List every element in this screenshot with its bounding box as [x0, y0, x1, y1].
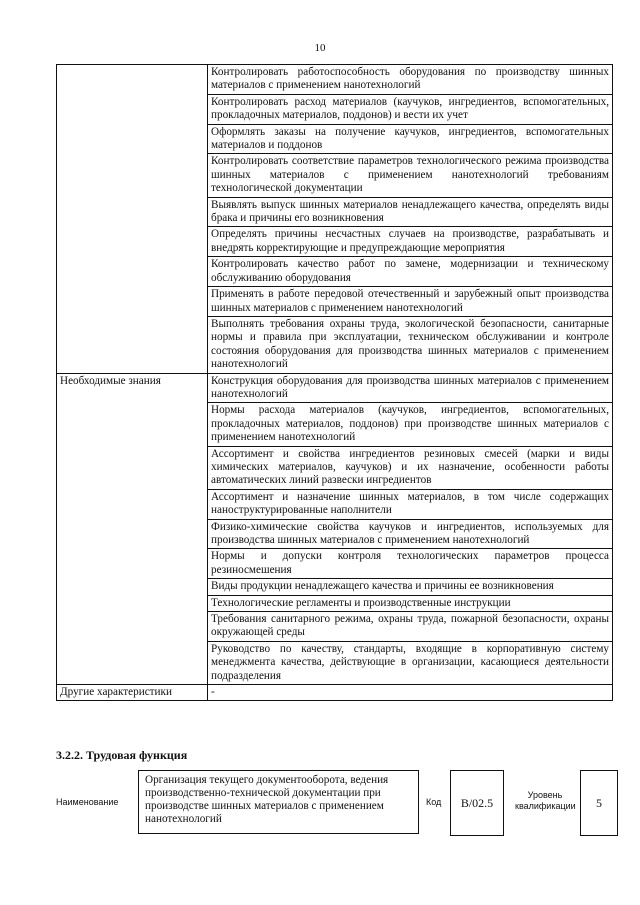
row-label: Необходимые знания [57, 373, 208, 685]
table-cell: Контролировать работоспособность оборудования по производству шинных материалов с применением нанотехнологий [208, 65, 613, 95]
table-cell: Технологические регламенты и производственные инструкции [208, 595, 613, 611]
table-cell: Применять в работе передовой отечественный и зарубежный опыт производства шинных материалов с применением нанотехнологий [208, 287, 613, 317]
table-cell: Выявлять выпуск шинных материалов ненадлежащего качества, определять виды брака и причины его возникновения [208, 197, 613, 227]
code-label: Код [426, 797, 442, 807]
name-label: Наименование [56, 797, 119, 807]
table-cell: Конструкция оборудования для производства шинных материалов с применением нанотехнологий [208, 373, 613, 403]
table-cell: Контролировать качество работ по замене, модернизации и техническому обслуживанию оборудования [208, 257, 613, 287]
table-cell: Ассортимент и назначение шинных материалов, в том числе содержащих наноструктурированные наполнители [208, 489, 613, 519]
table-cell: Контролировать соответствие параметров технологического режима производства шинных материалов с применением нанотехнологий требованиям технологической документации [208, 154, 613, 197]
level-label-line-2: квалификации [515, 801, 576, 811]
level-label-line-1: Уровень [527, 790, 563, 800]
level-value: 5 [580, 770, 618, 836]
table-cell: Оформлять заказы на получение каучуков, ингредиентов, вспомогательных материалов и поддонов [208, 124, 613, 154]
table-cell: Контролировать расход материалов (каучуков, ингредиентов, вспомогательных, прокладочных материалов, поддонов) и вести их учет [208, 94, 613, 124]
table-cell: Физико-химические свойства каучуков и ингредиентов, используемых для производства шинных материалов с применением нанотехнологий [208, 519, 613, 549]
table-cell: Требования санитарного режима, охраны труда, пожарной безопасности, охраны окружающей среды [208, 612, 613, 642]
name-value: Организация текущего документооборота, ведения производственно-технической документации при производстве шинных материалов с применением нанотехнологий [138, 770, 419, 834]
table-cell: Ассортимент и свойства ингредиентов резиновых смесей (марки и виды химических материалов, каучуков) и их назначение, особенности работы автоматических линий развески ингредиентов [208, 446, 613, 489]
page-number: 10 [314, 42, 326, 54]
table-cell: Нормы расхода материалов (каучуков, ингредиентов, вспомогательных, прокладочных материалов, поддонов) при производстве шинных материалов с применением нанотехнологий [208, 403, 613, 446]
table-cell: Нормы и допуски контроля технологических параметров процесса резиносмешения [208, 549, 613, 579]
table-cell: - [208, 685, 613, 701]
level-label [515, 790, 575, 812]
labor-function-block [56, 770, 616, 840]
table-row [57, 373, 613, 403]
table-row [57, 685, 613, 701]
requirements-table [56, 64, 613, 701]
table-cell: Выполнять требования охраны труда, экологической безопасности, санитарные нормы и правила при эксплуатации, техническом обслуживании и контроле состояния оборудования для производства шинных материалов с применением нанотехнологий [208, 316, 613, 373]
table-cell: Руководство по качеству, стандарты, входящие в корпоративную систему менеджмента качества, действующие в организации, касающиеся деятельности подразделения [208, 641, 613, 684]
table-cell: Определять причины несчастных случаев на производстве, разрабатывать и внедрять корректирующие и предупреждающие мероприятия [208, 227, 613, 257]
table-row [57, 65, 613, 95]
table-cell: Виды продукции ненадлежащего качества и причины ее возникновения [208, 579, 613, 595]
row-label [57, 65, 208, 374]
row-label: Другие характеристики [57, 685, 208, 701]
code-value: В/02.5 [450, 770, 504, 836]
section-heading: 3.2.2. Трудовая функция [56, 748, 188, 762]
